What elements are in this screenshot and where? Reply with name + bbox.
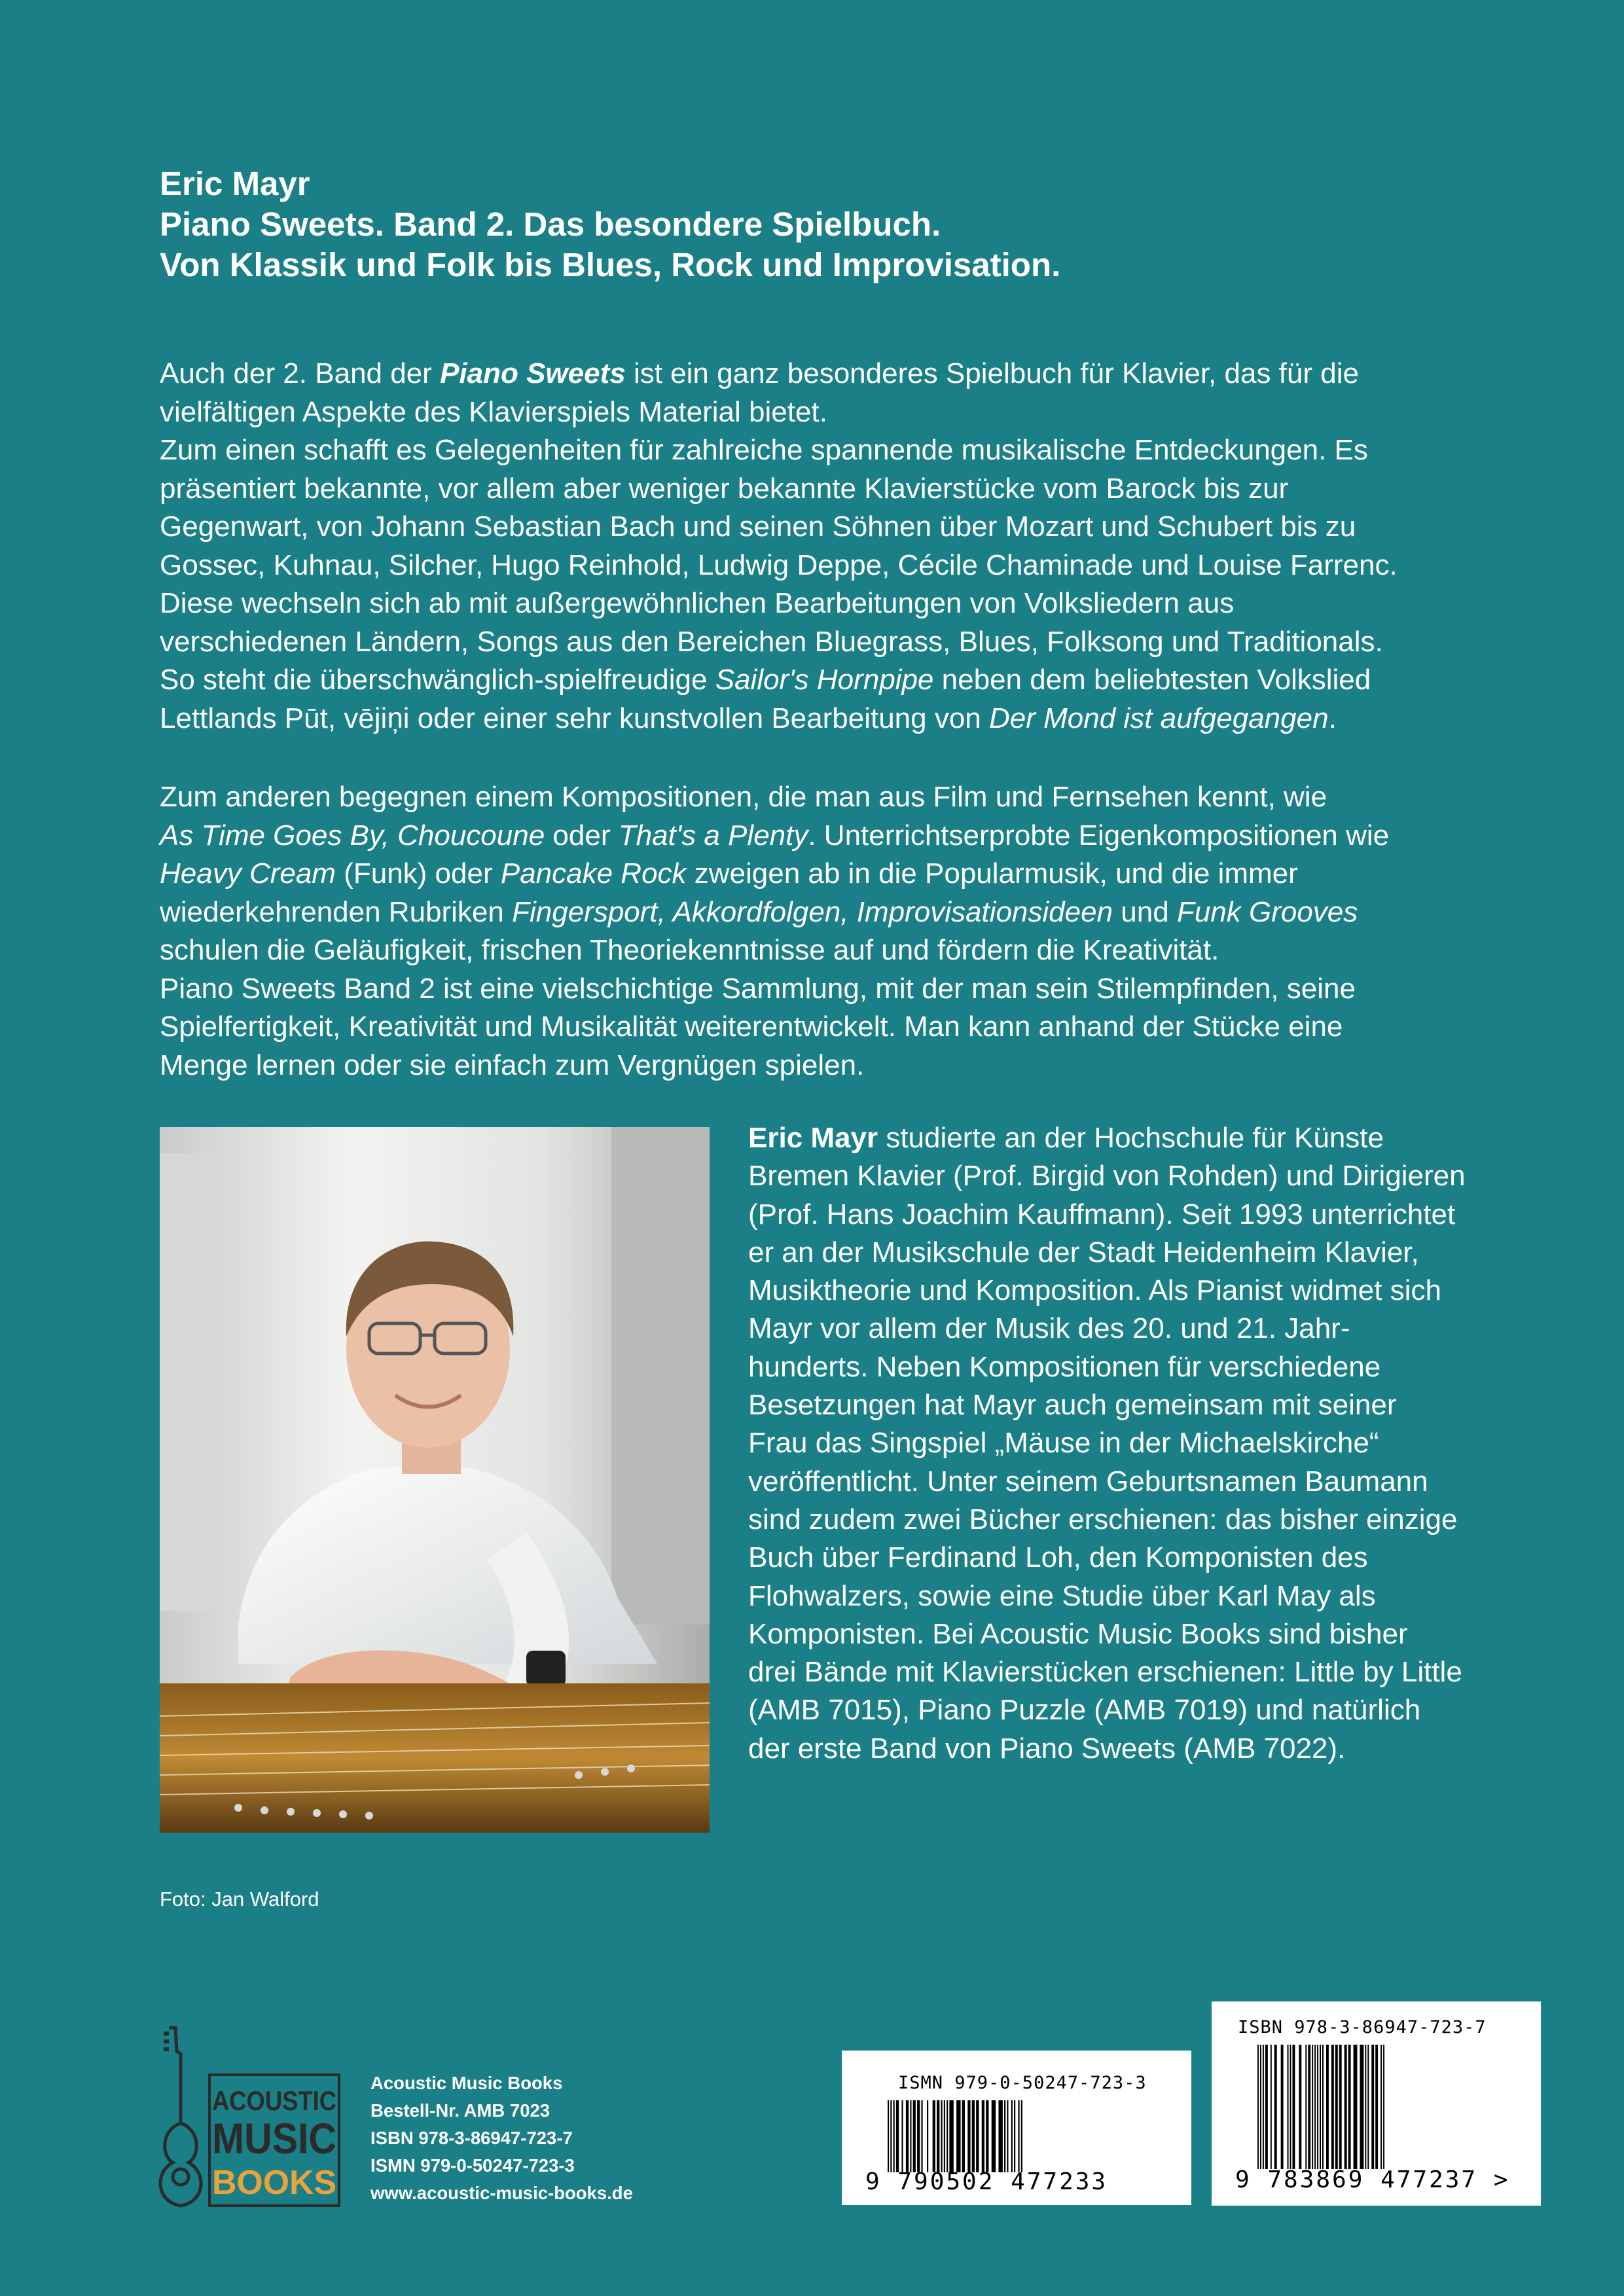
text-line: drei Bände mit Klavierstücken erschienen: Little by Little [748, 1656, 1462, 1689]
barcode-bar [947, 2100, 948, 2172]
isbn-barcode-label: ISBN 978-3-86947-723-7 [1238, 2017, 1487, 2037]
barcode-bar [1305, 2045, 1307, 2169]
barcode-bar [933, 2100, 935, 2172]
barcode-bar [1014, 2100, 1015, 2172]
barcode-bar [901, 2100, 903, 2172]
barcode-bar [1257, 2045, 1259, 2169]
barcode-bar [1007, 2100, 1008, 2172]
book-title: Piano Sweets. Band 2. Das besondere Spielbuch. [160, 206, 941, 243]
photo-caption: Foto: Jan Walford [160, 1888, 319, 1910]
barcode-bar [941, 2100, 943, 2172]
publisher-name: Acoustic Music Books [370, 2073, 563, 2093]
isbn-text: ISBN 978-3-86947-723-7 [370, 2128, 573, 2148]
publisher-website: www.acoustic-music-books.de [370, 2183, 633, 2203]
logo-acoustic-text: ACOUSTIC [212, 2085, 336, 2116]
text-line: Lettlands Pūt, vējiņi oder einer sehr kunstvollen Bearbeitung von Der Mond ist aufgegangen. [160, 702, 1337, 734]
barcode-bar [1263, 2045, 1264, 2169]
barcode-bar [1288, 2045, 1289, 2169]
text-line: Auch der 2. Band der Piano Sweets ist ein ganz besonderes Spielbuch für Klavier, das für die [160, 357, 1359, 389]
barcode-bar [890, 2100, 892, 2172]
barcode-bar [896, 2100, 899, 2172]
barcode-bar [1365, 2045, 1366, 2169]
barcode-bar [913, 2100, 916, 2172]
text-line: hunderts. Neben Kompositionen für verschiedene [748, 1350, 1381, 1383]
author-bio [748, 1119, 1540, 1768]
logo-music-text: MUSIC [212, 2114, 336, 2162]
barcode-bar [986, 2100, 988, 2172]
text-line: So steht die überschwänglich-spielfreudige Sailor's Hornpipe neben dem beliebtesten Volkslied [160, 664, 1371, 696]
text-line: Gossec, Kuhnau, Silcher, Hugo Reinhold, Ludwig Deppe, Cécile Chaminade und Louise Farrenc. [160, 548, 1398, 581]
barcode-bar [1348, 2045, 1351, 2169]
barcode-bar [998, 2100, 1002, 2172]
isbn-barcode-digits: 9 783869 477237 > [1235, 2166, 1510, 2193]
description-paragraph-1 [160, 355, 1489, 738]
barcode-bar [1375, 2045, 1378, 2169]
barcode-bar [1271, 2045, 1272, 2169]
barcode-bar [1290, 2045, 1291, 2169]
isbn-barcode [1212, 2001, 1541, 2206]
barcode-bar [1260, 2045, 1261, 2169]
text-line: sind zudem zwei Bücher erschienen: das bisher einzige [748, 1503, 1458, 1535]
barcode-bar [888, 2100, 889, 2172]
text-line: Spielfertigkeit, Kreativität und Musikalität weiterentwickelt. Man kann anhand der Stücke eine [160, 1011, 1343, 1043]
isbn-barcode-bars [1257, 2045, 1493, 2169]
barcode-bar [992, 2100, 996, 2172]
text-line: Besetzungen hat Mayr auch gemeinsam mit seiner [748, 1389, 1397, 1422]
text-line: Gegenwart, von Johann Sebastian Bach und seinen Söhnen über Mozart und Schubert bis zu [160, 511, 1356, 543]
text-line: Eric Mayr studierte an der Hochschule für Künste [748, 1122, 1384, 1154]
barcode-bar [1331, 2045, 1334, 2169]
ismn-barcode-digits: 9 790502 477233 [865, 2168, 1108, 2195]
barcode-bar [1335, 2045, 1338, 2169]
text-line: Musiktheorie und Komposition. Als Pianist widmet sich [748, 1274, 1441, 1307]
text-line: vielfältigen Aspekte des Klavierspiels Material bietet. [160, 395, 827, 428]
author-photo [160, 1127, 710, 1833]
barcode-bar [1021, 2100, 1022, 2172]
barcode-bar [956, 2100, 960, 2172]
barcode-bar [1354, 2045, 1358, 2169]
barcode-bar [1274, 2045, 1277, 2169]
text-line: er an der Musikschule der Stadt Heidenheim Klavier, [748, 1236, 1419, 1268]
text-line: As Time Goes By, Choucoune oder That's a Plenty. Unterrichtserprobte Eigenkompositionen wie [160, 819, 1390, 852]
barcode-bar [893, 2100, 895, 2172]
barcode-bar [1360, 2045, 1363, 2169]
barcode-bar [1367, 2045, 1369, 2169]
description-paragraph-2 [160, 778, 1489, 1085]
barcode-bar [1292, 2045, 1295, 2169]
barcode-bar [1281, 2045, 1284, 2169]
text-line: Flohwalzers, sowie eine Studie über Karl May als [748, 1579, 1376, 1612]
barcode-bar [972, 2100, 975, 2172]
barcode-bar [1320, 2045, 1321, 2169]
text-line: Heavy Cream (Funk) oder Pancake Rock zweigen ab in die Popularmusik, und die immer [160, 857, 1298, 889]
barcode-bar [1326, 2045, 1329, 2169]
barcode-bar [1383, 2045, 1384, 2169]
barcode-bar [1004, 2100, 1005, 2172]
barcode-bar [1371, 2045, 1374, 2169]
text-line: (Prof. Hans Joachim Kauffmann). Seit 1993 unterrichtet [748, 1198, 1456, 1230]
barcode-bar [1265, 2045, 1268, 2169]
text-line: Menge lernen oder sie einfach zum Vergnügen spielen. [160, 1049, 865, 1081]
barcode-bar [1314, 2045, 1316, 2169]
barcode-bar [1344, 2045, 1347, 2169]
acoustic-music-books-logo [154, 2025, 344, 2208]
barcode-bar [962, 2100, 965, 2172]
text-line: veröffentlicht. Unter seinem Geburtsnamen Baumann [748, 1465, 1428, 1498]
publisher-info [370, 2070, 633, 2207]
text-line: verschiedenen Ländern, Songs aus den Bereichen Bluegrass, Blues, Folksong und Traditionals. [160, 625, 1383, 658]
text-line: Bremen Klavier (Prof. Birgid von Rohden) und Dirigieren [748, 1160, 1466, 1193]
text-line: der erste Band von Piano Sweets (AMB 7022). [748, 1732, 1346, 1765]
text-line: Zum einen schafft es Gelegenheiten für zahlreiche spannende musikalische Entdeckungen. Es [160, 434, 1368, 466]
text-line: Piano Sweets Band 2 ist eine vielschichtige Sammlung, mit der man sein Stilempfinden, seine [160, 972, 1356, 1005]
barcode-bar [1312, 2045, 1313, 2169]
order-number: Bestell-Nr. AMB 7023 [370, 2100, 550, 2121]
text-line: Zum anderen begegnen einem Kompositionen, die man aus Film und Fernsehen kennt, wie [160, 781, 1327, 813]
text-line: Frau das Singspiel „Mäuse in der Michaelskirche“ [748, 1427, 1379, 1460]
barcode-bar [1308, 2045, 1310, 2169]
barcode-bar [944, 2100, 945, 2172]
text-line: wiederkehrenden Rubriken Fingersport, Akkordfolgen, Improvisationsideen und Funk Grooves [160, 895, 1358, 928]
barcode-bar [910, 2100, 911, 2172]
barcode-bar [906, 2100, 909, 2172]
barcode-bar [1317, 2045, 1318, 2169]
barcode-bar [917, 2100, 920, 2172]
author-name: Eric Mayr [160, 165, 310, 202]
text-line: (AMB 7015), Piano Puzzle (AMB 7019) und natürlich [748, 1694, 1421, 1727]
barcode-bar [1380, 2045, 1382, 2169]
barcode-bar [927, 2100, 928, 2172]
barcode-bar [949, 2100, 953, 2172]
barcode-bar [982, 2100, 984, 2172]
barcode-bar [937, 2100, 939, 2172]
ismn-barcode [842, 2051, 1191, 2205]
ismn-text: ISMN 979-0-50247-723-3 [370, 2155, 575, 2176]
ismn-barcode-bars [888, 2100, 1143, 2172]
text-line: Komponisten. Bei Acoustic Music Books sind bisher [748, 1617, 1408, 1650]
text-line: präsentiert bekannte, vor allem aber weniger bekannte Klavierstücke vom Barock bis zur [160, 472, 1289, 505]
barcode-bar [967, 2100, 970, 2172]
book-subtitle: Von Klassik und Folk bis Blues, Rock und Improvisation. [160, 246, 1061, 283]
ismn-barcode-label: ISMN 979-0-50247-723-3 [898, 2073, 1147, 2093]
barcode-bar [1322, 2045, 1324, 2169]
barcode-bar [1018, 2100, 1019, 2172]
barcode-bar [1011, 2100, 1013, 2172]
text-line: Diese wechseln sich ab mit außergewöhnlichen Bearbeitungen von Volksliedern aus [160, 587, 1235, 619]
text-line: Mayr vor allem der Musik des 20. und 21. Jahr- [748, 1312, 1350, 1345]
text-line: schulen die Geläufigkeit, frischen Theoriekenntnisse auf und fördern die Kreativität. [160, 934, 1219, 966]
barcode-bar [976, 2100, 979, 2172]
barcode-bar [1339, 2045, 1342, 2169]
logo-books-text: BOOKS [212, 2164, 336, 2202]
barcode-bar [921, 2100, 922, 2172]
barcode-bar [1299, 2045, 1301, 2169]
text-line: Buch über Ferdinand Loh, den Komponisten des [748, 1541, 1368, 1574]
title-block [160, 164, 1469, 285]
